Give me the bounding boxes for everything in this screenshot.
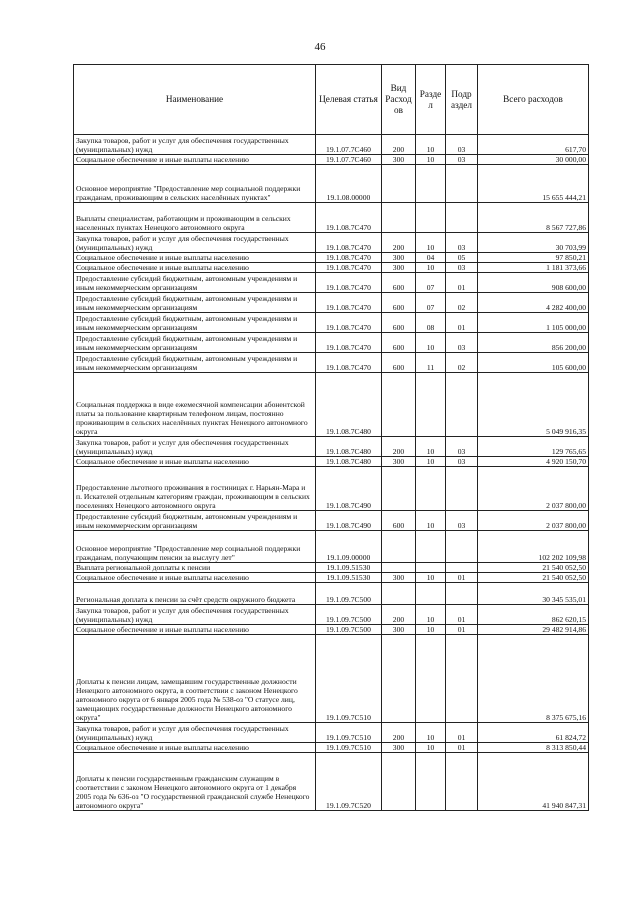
- section-cell: 10: [416, 155, 446, 165]
- target-article-cell: 19.1.09.51530: [316, 573, 382, 583]
- subsection-cell: 03: [446, 135, 478, 155]
- target-article-cell: 19.1.08.7С470: [316, 203, 382, 233]
- column-header-total: Всего расходов: [478, 65, 589, 135]
- name-cell: Социальное обеспечение и иные выплаты населению: [74, 457, 316, 467]
- name-cell: Закупка товаров, работ и услуг для обеспечения государственных (муниципальных) нужд: [74, 723, 316, 743]
- expense-type-cell: 600: [382, 511, 416, 531]
- subsection-cell: 01: [446, 313, 478, 333]
- expense-type-cell: 600: [382, 333, 416, 353]
- section-cell: 11: [416, 353, 446, 373]
- section-cell: [416, 583, 446, 605]
- total-cell: 102 202 109,98: [478, 531, 589, 563]
- total-cell: 30 703,99: [478, 233, 589, 253]
- table-row: [74, 531, 589, 563]
- target-article-cell: 19.1.08.7С480: [316, 457, 382, 467]
- section-cell: [416, 373, 446, 437]
- table-row: [74, 605, 589, 625]
- section-cell: 10: [416, 135, 446, 155]
- total-cell: 1 181 373,66: [478, 263, 589, 273]
- table-row: [74, 635, 589, 723]
- total-cell: 862 620,15: [478, 605, 589, 625]
- total-cell: 61 824,72: [478, 723, 589, 743]
- table-row: [74, 743, 589, 753]
- expense-type-cell: [382, 563, 416, 573]
- target-article-cell: 19.1.08.7С470: [316, 263, 382, 273]
- name-cell: Закупка товаров, работ и услуг для обеспечения государственных (муниципальных) нужд: [74, 233, 316, 253]
- table-row: [74, 333, 589, 353]
- total-cell: 129 765,65: [478, 437, 589, 457]
- subsection-cell: 03: [446, 511, 478, 531]
- table-row: [74, 263, 589, 273]
- total-cell: 30 345 535,01: [478, 583, 589, 605]
- total-cell: 8 313 850,44: [478, 743, 589, 753]
- target-article-cell: 19.1.08.7С470: [316, 333, 382, 353]
- section-cell: [416, 531, 446, 563]
- name-cell: Доплаты к пенсии государственным гражданским служащим в соответствии с законом Ненецкого автономного округа от 1 декабря 2005 года № 636-оз "О государственной гражданской службе Ненецкого автономного округа": [74, 753, 316, 811]
- target-article-cell: 19.1.08.7С490: [316, 511, 382, 531]
- expense-type-cell: 200: [382, 135, 416, 155]
- total-cell: 30 000,00: [478, 155, 589, 165]
- name-cell: Основное мероприятие "Предоставление мер социальной поддержки гражданам, получающим пенсии за выслугу лет": [74, 531, 316, 563]
- section-cell: 10: [416, 511, 446, 531]
- expense-type-cell: [382, 753, 416, 811]
- column-header-expense-type: Вид Расход ов: [382, 65, 416, 135]
- table-row: [74, 273, 589, 293]
- table-row: [74, 313, 589, 333]
- expenditure-table: [73, 64, 589, 811]
- subsection-cell: [446, 165, 478, 203]
- expense-type-cell: 200: [382, 437, 416, 457]
- table-row: [74, 293, 589, 313]
- total-cell: 1 105 000,00: [478, 313, 589, 333]
- target-article-cell: 19.1.09.7С510: [316, 635, 382, 723]
- subsection-cell: 01: [446, 743, 478, 753]
- column-header-section: Разде л: [416, 65, 446, 135]
- total-cell: 617,70: [478, 135, 589, 155]
- name-cell: Выплата региональной доплаты к пенсии: [74, 563, 316, 573]
- expense-type-cell: 300: [382, 253, 416, 263]
- subsection-cell: 03: [446, 333, 478, 353]
- expense-type-cell: [382, 203, 416, 233]
- subsection-cell: [446, 635, 478, 723]
- total-cell: 8 375 675,16: [478, 635, 589, 723]
- target-article-cell: 19.1.08.00000: [316, 165, 382, 203]
- subsection-cell: [446, 753, 478, 811]
- expense-type-cell: 600: [382, 293, 416, 313]
- subsection-cell: 05: [446, 253, 478, 263]
- table-row: [74, 135, 589, 155]
- name-cell: Предоставление субсидий бюджетным, автономным учреждениям и иным некоммерческим организациям: [74, 511, 316, 531]
- target-article-cell: 19.1.09.51530: [316, 563, 382, 573]
- target-article-cell: 19.1.09.7С520: [316, 753, 382, 811]
- subsection-cell: 02: [446, 293, 478, 313]
- subsection-cell: 01: [446, 573, 478, 583]
- expense-type-cell: [382, 373, 416, 437]
- expense-type-cell: 300: [382, 457, 416, 467]
- expense-type-cell: 600: [382, 273, 416, 293]
- section-cell: 10: [416, 457, 446, 467]
- section-cell: 10: [416, 605, 446, 625]
- name-cell: Предоставление льготного проживания в гостиницах г. Нарьян-Мара и п. Искателей отдельным категориям граждан, проживающим в сельских поселениях Ненецкого автономного округа: [74, 467, 316, 511]
- column-header-target-article: Целевая статья: [316, 65, 382, 135]
- table-row: [74, 353, 589, 373]
- section-cell: 10: [416, 573, 446, 583]
- table-row: [74, 457, 589, 467]
- target-article-cell: 19.1.09.7С500: [316, 625, 382, 635]
- table-row: [74, 467, 589, 511]
- expense-type-cell: 300: [382, 625, 416, 635]
- section-cell: 10: [416, 743, 446, 753]
- total-cell: 21 540 052,50: [478, 563, 589, 573]
- total-cell: 856 200,00: [478, 333, 589, 353]
- section-cell: [416, 635, 446, 723]
- table-row: [74, 511, 589, 531]
- name-cell: Социальное обеспечение и иные выплаты населению: [74, 253, 316, 263]
- table-row: [74, 625, 589, 635]
- expense-type-cell: 600: [382, 313, 416, 333]
- name-cell: Социальное обеспечение и иные выплаты населению: [74, 573, 316, 583]
- section-cell: [416, 563, 446, 573]
- table-header-row: [74, 65, 589, 135]
- expense-type-cell: [382, 583, 416, 605]
- total-cell: 15 655 444,21: [478, 165, 589, 203]
- expense-type-cell: 300: [382, 155, 416, 165]
- section-cell: [416, 467, 446, 511]
- table-row: [74, 373, 589, 437]
- name-cell: Предоставление субсидий бюджетным, автономным учреждениям и иным некоммерческим организациям: [74, 273, 316, 293]
- total-cell: 2 037 800,00: [478, 467, 589, 511]
- expense-type-cell: 200: [382, 723, 416, 743]
- section-cell: 07: [416, 273, 446, 293]
- name-cell: Выплаты специалистам, работающим и проживающим в сельских населенных пунктах Ненецкого автономного округа: [74, 203, 316, 233]
- section-cell: 08: [416, 313, 446, 333]
- expense-type-cell: [382, 635, 416, 723]
- target-article-cell: 19.1.08.7С470: [316, 293, 382, 313]
- table-row: [74, 583, 589, 605]
- expense-type-cell: [382, 467, 416, 511]
- total-cell: 29 482 914,86: [478, 625, 589, 635]
- expense-type-cell: [382, 165, 416, 203]
- name-cell: Предоставление субсидий бюджетным, автономным учреждениям и иным некоммерческим организациям: [74, 313, 316, 333]
- name-cell: Предоставление субсидий бюджетным, автономным учреждениям и иным некоммерческим организациям: [74, 333, 316, 353]
- subsection-cell: [446, 373, 478, 437]
- expense-type-cell: 200: [382, 605, 416, 625]
- target-article-cell: 19.1.09.7С510: [316, 743, 382, 753]
- section-cell: 10: [416, 723, 446, 743]
- table-row: [74, 253, 589, 263]
- subsection-cell: 01: [446, 723, 478, 743]
- total-cell: 41 940 847,31: [478, 753, 589, 811]
- expense-type-cell: 600: [382, 353, 416, 373]
- section-cell: 10: [416, 233, 446, 253]
- total-cell: 5 049 916,35: [478, 373, 589, 437]
- target-article-cell: 19.1.08.7С470: [316, 353, 382, 373]
- subsection-cell: 02: [446, 353, 478, 373]
- target-article-cell: 19.1.07.7С460: [316, 135, 382, 155]
- subsection-cell: 03: [446, 233, 478, 253]
- total-cell: 908 600,00: [478, 273, 589, 293]
- total-cell: 97 850,21: [478, 253, 589, 263]
- section-cell: [416, 753, 446, 811]
- section-cell: 10: [416, 437, 446, 457]
- name-cell: Социальное обеспечение и иные выплаты населению: [74, 743, 316, 753]
- table-row: [74, 203, 589, 233]
- column-header-subsection: Подр аздел: [446, 65, 478, 135]
- table-row: [74, 573, 589, 583]
- section-cell: 10: [416, 625, 446, 635]
- target-article-cell: 19.1.08.7С490: [316, 467, 382, 511]
- target-article-cell: 19.1.08.7С470: [316, 253, 382, 263]
- subsection-cell: 03: [446, 263, 478, 273]
- target-article-cell: 19.1.08.7С480: [316, 373, 382, 437]
- section-cell: 04: [416, 253, 446, 263]
- target-article-cell: 19.1.09.7С510: [316, 723, 382, 743]
- table-row: [74, 563, 589, 573]
- target-article-cell: 19.1.08.7С470: [316, 273, 382, 293]
- name-cell: Закупка товаров, работ и услуг для обеспечения государственных (муниципальных) нужд: [74, 135, 316, 155]
- section-cell: 10: [416, 333, 446, 353]
- subsection-cell: 03: [446, 155, 478, 165]
- subsection-cell: [446, 531, 478, 563]
- expense-type-cell: 300: [382, 573, 416, 583]
- subsection-cell: 01: [446, 273, 478, 293]
- target-article-cell: 19.1.08.7С470: [316, 233, 382, 253]
- subsection-cell: [446, 203, 478, 233]
- name-cell: Региональная доплата к пенсии за счёт средств окружного бюджета: [74, 583, 316, 605]
- target-article-cell: 19.1.09.7С500: [316, 605, 382, 625]
- target-article-cell: 19.1.07.7С460: [316, 155, 382, 165]
- subsection-cell: 03: [446, 437, 478, 457]
- expense-type-cell: 300: [382, 743, 416, 753]
- subsection-cell: 01: [446, 625, 478, 635]
- subsection-cell: 03: [446, 457, 478, 467]
- name-cell: Социальное обеспечение и иные выплаты населению: [74, 263, 316, 273]
- table-row: [74, 437, 589, 457]
- target-article-cell: 19.1.08.7С480: [316, 437, 382, 457]
- target-article-cell: 19.1.08.7С470: [316, 313, 382, 333]
- table-row: [74, 165, 589, 203]
- table-row: [74, 723, 589, 743]
- name-cell: Закупка товаров, работ и услуг для обеспечения государственных (муниципальных) нужд: [74, 437, 316, 457]
- page-number: 46: [314, 41, 326, 53]
- section-cell: [416, 203, 446, 233]
- table-row: [74, 233, 589, 253]
- name-cell: Социальное обеспечение и иные выплаты населению: [74, 155, 316, 165]
- column-header-name: Наименование: [74, 65, 316, 135]
- subsection-cell: [446, 467, 478, 511]
- name-cell: Основное мероприятие "Предоставление мер социальной поддержки гражданам, проживающим в сельских населённых пунктах": [74, 165, 316, 203]
- expense-type-cell: 200: [382, 233, 416, 253]
- name-cell: Доплаты к пенсии лицам, замещавшим государственные должности Ненецкого автономного округа, в соответствии с законом Ненецкого автономного округа от 6 января 2005 года № 538-оз "О статусе лиц, замещающих государственные должности Ненецкого автономного округа": [74, 635, 316, 723]
- total-cell: 8 567 727,86: [478, 203, 589, 233]
- subsection-cell: 01: [446, 605, 478, 625]
- expense-type-cell: [382, 531, 416, 563]
- subsection-cell: [446, 583, 478, 605]
- table-row: [74, 753, 589, 811]
- section-cell: [416, 165, 446, 203]
- target-article-cell: 19.1.09.7С500: [316, 583, 382, 605]
- target-article-cell: 19.1.09.00000: [316, 531, 382, 563]
- table-row: [74, 155, 589, 165]
- expense-type-cell: 300: [382, 263, 416, 273]
- total-cell: 21 540 052,50: [478, 573, 589, 583]
- name-cell: Закупка товаров, работ и услуг для обеспечения государственных (муниципальных) нужд: [74, 605, 316, 625]
- total-cell: 105 600,00: [478, 353, 589, 373]
- section-cell: 10: [416, 263, 446, 273]
- name-cell: Социальное обеспечение и иные выплаты населению: [74, 625, 316, 635]
- name-cell: Социальная поддержка в виде ежемесячной компенсации абонентской платы за пользование квартирным телефоном лицам, постоянно проживающим в сельских населённых пунктах Ненецкого автономного округа: [74, 373, 316, 437]
- subsection-cell: [446, 563, 478, 573]
- name-cell: Предоставление субсидий бюджетным, автономным учреждениям и иным некоммерческим организациям: [74, 353, 316, 373]
- total-cell: 4 920 150,70: [478, 457, 589, 467]
- total-cell: 2 037 800,00: [478, 511, 589, 531]
- total-cell: 4 282 400,00: [478, 293, 589, 313]
- name-cell: Предоставление субсидий бюджетным, автономным учреждениям и иным некоммерческим организациям: [74, 293, 316, 313]
- section-cell: 07: [416, 293, 446, 313]
